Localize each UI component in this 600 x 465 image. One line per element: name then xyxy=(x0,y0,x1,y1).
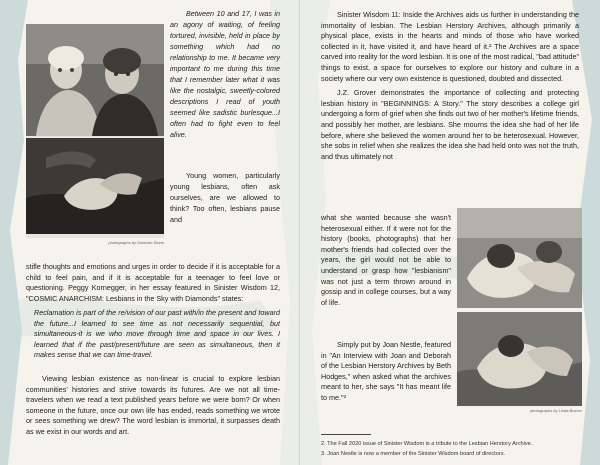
photo-hands xyxy=(26,138,164,234)
right-page xyxy=(300,0,600,465)
left-final-block xyxy=(26,374,280,438)
continuation-paragraph: stifle thoughts and emotions and urges in order to decide if it is acceptable for a child to feel pain, and if it is acceptable for a teenager to feel love or questioning. Peggy Kornegger, in her essay featured in Sinister Wisdom 12, "COSMIC ANARCHISM: Lesbians in the Sky with Diamonds" states: xyxy=(26,262,280,303)
nestle-paragraph: Simply put by Joan Nestle, featured in "An Interview with Joan and Deborah of the Lesbian Herstory Archives by Beth Hodges," when asked what the archives meant to her, she says "It has meant life to me."³ xyxy=(321,340,451,402)
nestle-column xyxy=(321,340,451,404)
italic-quote-paragraph: Between 10 and 17, I was in an agony of waiting, of feeling tortured, invisible, held in place by something which had no relationship to me. It became very important to me during this time that I remember later what it was like the nostalgic, sweetly-colored descriptions I read of youth seemed like sadistic burlesque...I often had to fight even to feel alive. xyxy=(170,9,280,139)
photo-collage xyxy=(26,24,164,238)
right-top-text xyxy=(321,10,579,166)
right-photo-credit: photographs by Linda Buscer xyxy=(529,408,582,413)
right-narrow-column xyxy=(321,213,451,308)
blockquote-text: Reclamation is part of the re/vision of our past with/in the present and toward the future...I learned to see time as not necessarily sequential, but simultaneous-it is we who move through time and space in our lives. I learned that if the past/present/future are seen as simultaneous, then it makes sense that we can time-travel. xyxy=(34,308,280,360)
left-photo-credit: photographs by Deborah Stone xyxy=(108,240,164,245)
right-photo-stack xyxy=(457,208,582,416)
italic-quote-column xyxy=(170,8,280,140)
grover-paragraph: J.Z. Grover demonstrates the importance of collecting and protecting lesbian history in "BEGINNINGS: A Story." The story describes a college girl undergoing a form of grief when she finds out two of her mother's lifetime friends, and possibly her mother, are lesbians. She mourns the idea she had of her life before, where she believed the women around her to be heterosexual. However, she sobs in relief when she realizes the idea she had held onto was not the truth, and thus ultimately not xyxy=(321,88,579,161)
left-continuation-block xyxy=(26,262,280,304)
embrace-image-top xyxy=(457,208,582,308)
photo-embrace-top xyxy=(457,208,582,308)
footnote-2: 2. The Fall 2020 issue of Sinister Wisdom is a tribute to the Lesbian Herstory Archive. xyxy=(321,441,533,447)
blockquote xyxy=(34,308,280,361)
footnotes xyxy=(321,439,583,459)
photo-two-women xyxy=(26,24,164,136)
embrace-image-bottom xyxy=(457,312,582,406)
final-paragraph: Viewing lesbian existence as non-linear is crucial to explore lesbian communities' histories and strive towards its futures. Are we not all time-travelers when we read a text published years before we were born? Or when someone in the future, once our own life has ended, reads something we wrote or sees something we drew? The word lesbian is immortal, it surpasses death as we exist in our words and art. xyxy=(26,374,280,436)
history-paragraph: what she wanted because she wasn't heterosexual either. If it were not for the history (books, photographs) that her mother's friends had collected over the years, the girl would not be able to understand or grasp how "lesbianism" was not just a term thrown around in gossip and in college courses, but a way of life. xyxy=(321,213,451,307)
archives-paragraph: Sinister Wisdom 11: Inside the Archives aids us further in understanding the immortality of lesbian. The Lesbian Herstory Archives, although primarily a physical place, exists in the hearts and minds of those who have worked collected in it, have visited it, and have heard of it.² The Archives are a space carved into reality for the word lesbian. It is one of the most radical, "bad attitude" things to exist, a space for ourselves to explore our history and culture in a society where our very own existence is questioned, doubted and dissected. xyxy=(321,10,579,83)
young-women-paragraph: Young women, particularly young lesbians, often ask ourselves, are we allowed to think? Too often, lesbians pause and xyxy=(170,171,280,224)
photo-embrace-bottom xyxy=(457,312,582,406)
two-women-portrait-image xyxy=(26,24,164,136)
young-women-column xyxy=(170,170,280,225)
footnote-divider xyxy=(321,434,371,435)
footnote-3: 3. Joan Nestle is now a member of the Sinister Wisdom board of directors. xyxy=(321,451,506,457)
holding-hands-image xyxy=(26,138,164,234)
